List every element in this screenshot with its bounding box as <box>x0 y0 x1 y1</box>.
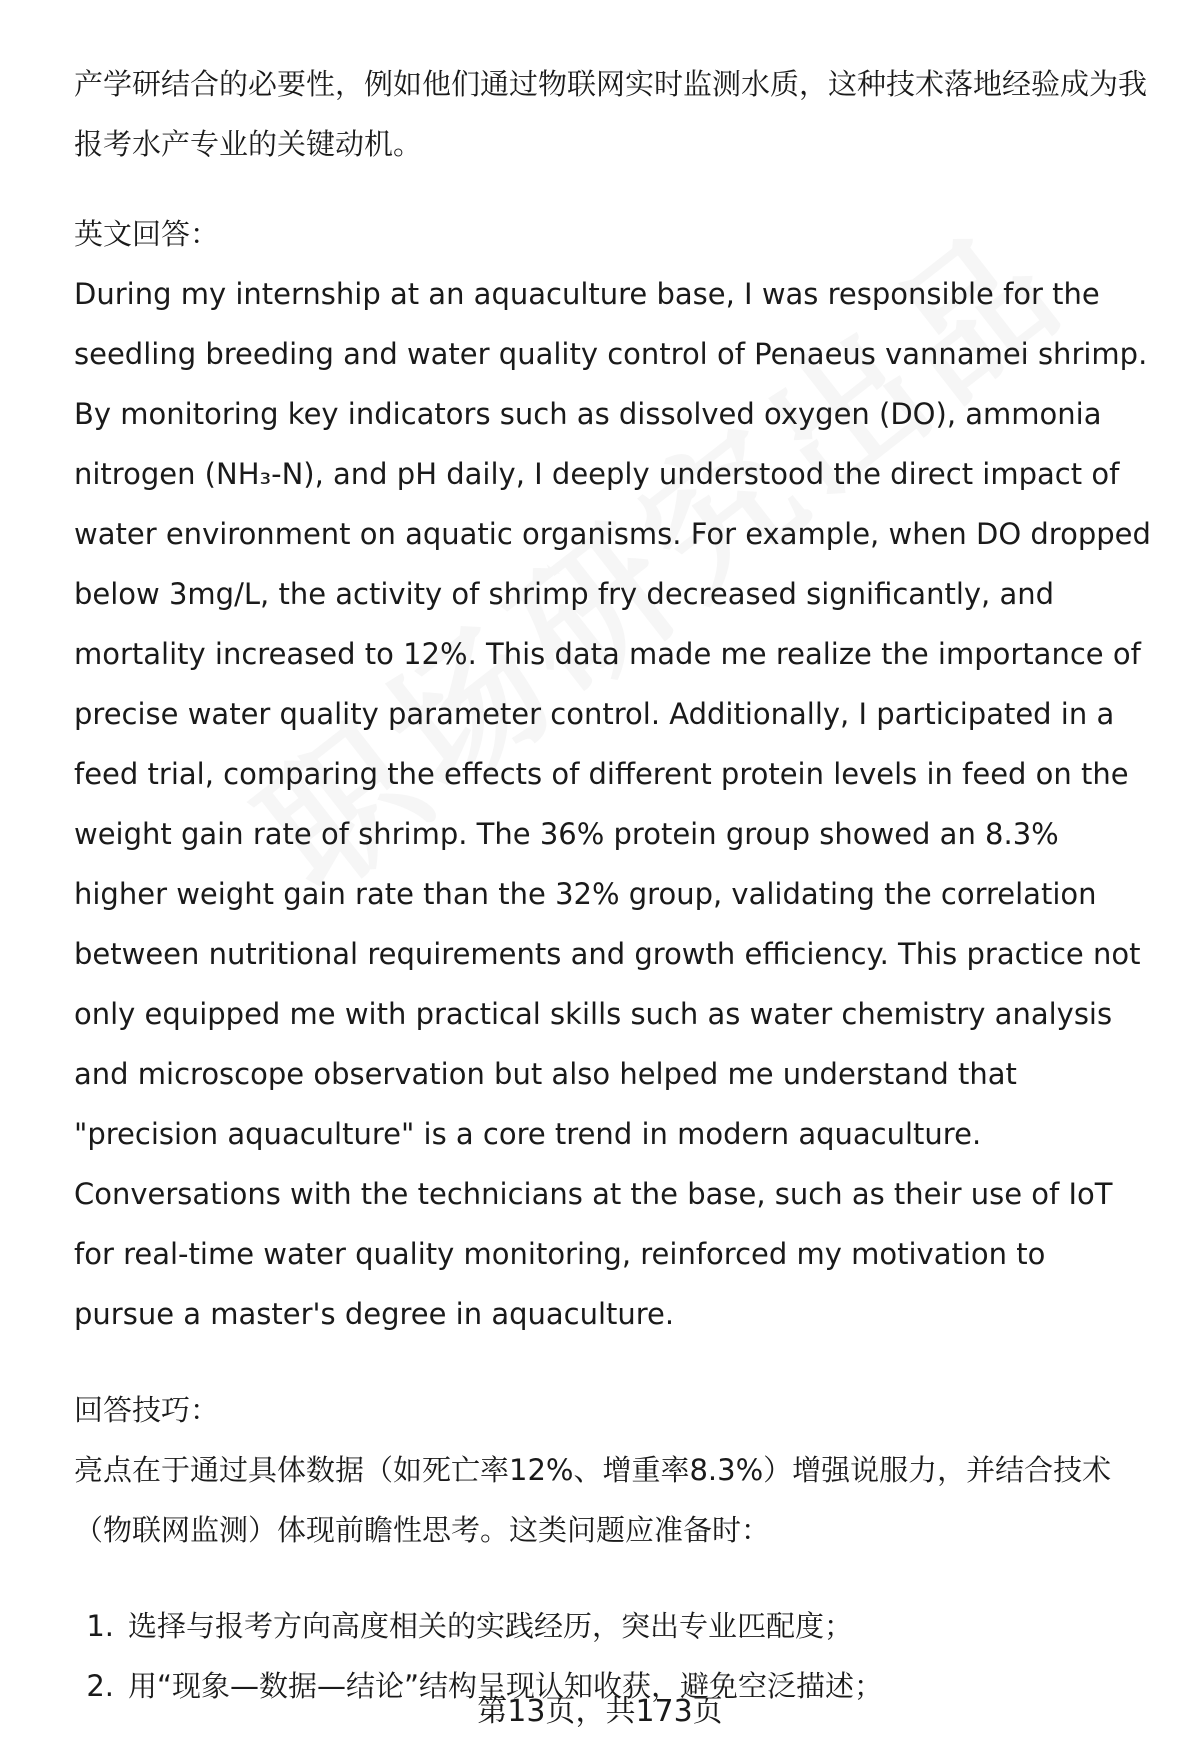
list-item <box>74 1596 1154 1656</box>
list-item-number: 1. <box>86 1609 114 1643</box>
english-answer-heading: 英文回答： <box>74 217 220 251</box>
tips-body: 亮点在于通过具体数据（如死亡率12%、增重率8.3%）增强说服力，并结合技术（物联网监测）体现前瞻性思考。这类问题应准备时： <box>74 1453 1112 1547</box>
tips-heading: 回答技巧： <box>74 1393 220 1427</box>
page-content <box>74 54 1154 1716</box>
list-item-text: 选择与报考方向高度相关的实践经历，突出专业匹配度； <box>128 1609 854 1643</box>
list-item-text: 用“现象—数据—结论”结构呈现认知收获，避免空泛描述； <box>128 1669 884 1703</box>
page-footer: 第13页，共173页 <box>477 1694 723 1729</box>
list-item-number: 2. <box>86 1669 114 1703</box>
intro-paragraph: 产学研结合的必要性，例如他们通过物联网实时监测水质，这种技术落地经验成为我报考水产专业的关键动机。 <box>74 67 1148 161</box>
english-answer-body: During my internship at an aquaculture base, I was responsible for the seedling breeding and water quality control of Penaeus vannamei shrimp. By monitoring key indicators such as dissolved oxygen (DO), ammonia nitrogen (NH₃-N), and pH daily, I deeply understood the direct impact of water environment on aquatic organisms. For example, when DO dropped below 3mg/L, the activity of shrimp fry decreased significantly, and mortality increased to 12%. This data made me realize the importance of precise water quality parameter control. Additionally, I participated in a feed trial, comparing the effects of different protein levels in feed on the weight gain rate of shrimp. The 36% protein group showed an 8.3% higher weight gain rate than the 32% group, validating the correlation between nutritional requirements and growth efficiency. This practice not only equipped me with practical skills such as water chemistry analysis and microscope observation but also helped me understand that "precision aquaculture" is a core trend in modern aquaculture. Conversations with the technicians at the base, such as their use of IoT for real-time water quality monitoring, reinforced my motivation to pursue a master's degree in aquaculture. <box>74 277 1151 1331</box>
